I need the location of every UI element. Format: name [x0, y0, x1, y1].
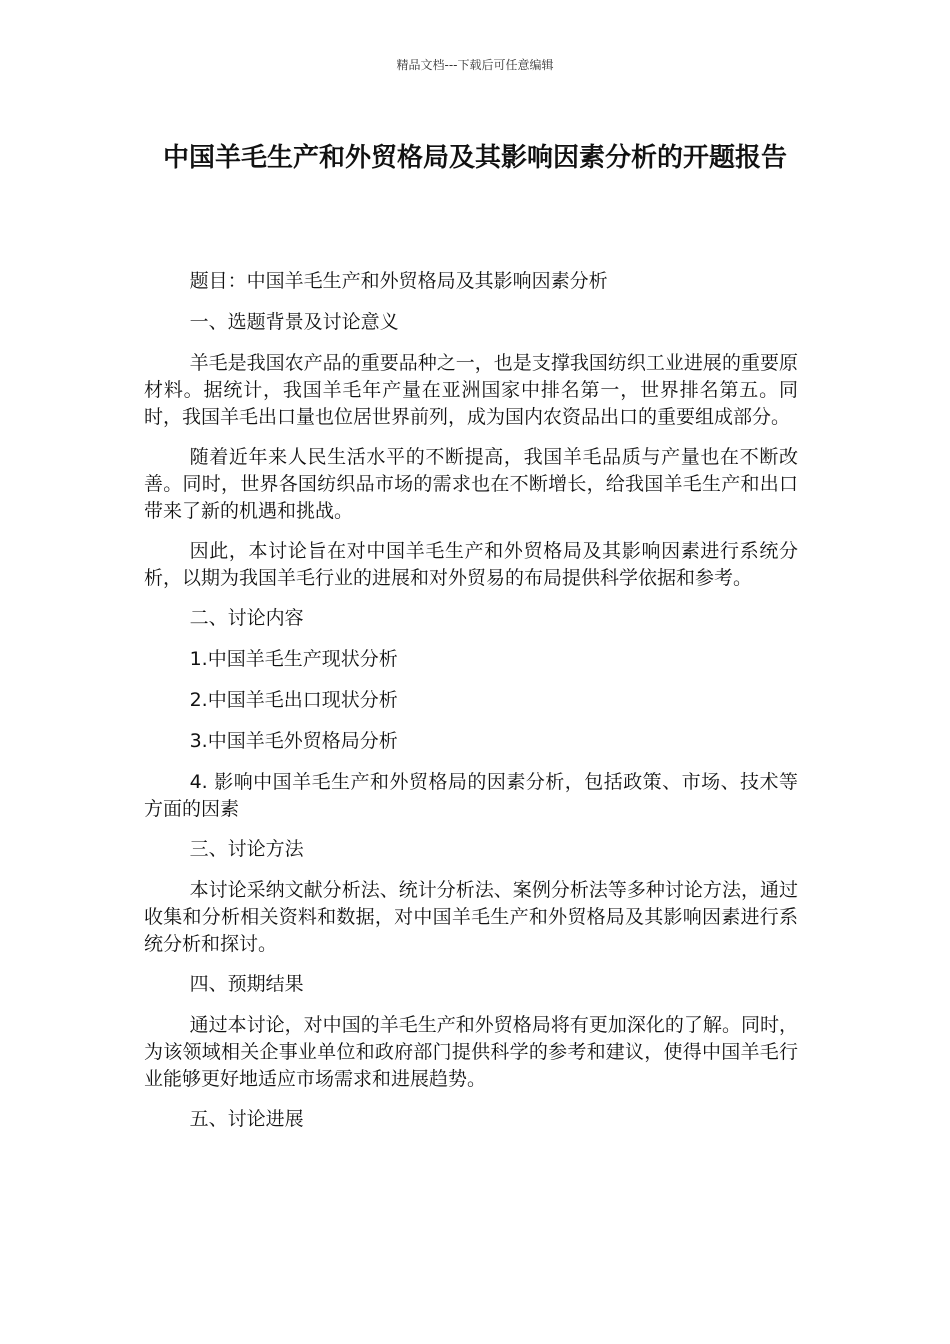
section-heading-method: 三、讨论方法 [189, 838, 304, 860]
content-item-4: 4. 影响中国羊毛生产和外贸格局的因素分析，包括政策、市场、技术等方面的因素 [144, 771, 798, 820]
document-body [144, 268, 798, 1147]
content-item-1: 1.中国羊毛生产现状分析 [189, 648, 398, 670]
content-item-3: 3.中国羊毛外贸格局分析 [189, 730, 398, 752]
paragraph-background-1: 羊毛是我国农产品的重要品种之一，也是支撑我国纺织工业进展的重要原材料。据统计，我国羊毛年产量在亚洲国家中排名第一，世界排名第五。同时，我国羊毛出口量也位居世界前列，成为国内农资品出口的重要组成部分。 [144, 352, 798, 428]
section-heading-results: 四、预期结果 [189, 973, 304, 995]
content-item-2: 2.中国羊毛出口现状分析 [189, 689, 398, 711]
paragraph-results: 通过本讨论，对中国的羊毛生产和外贸格局将有更加深化的了解。同时，为该领域相关企事业单位和政府部门提供科学的参考和建议，使得中国羊毛行业能够更好地适应市场需求和进展趋势。 [144, 1014, 798, 1090]
paragraph-method: 本讨论采纳文献分析法、统计分析法、案例分析法等多种讨论方法，通过收集和分析相关资料和数据，对中国羊毛生产和外贸格局及其影响因素进行系统分析和探讨。 [144, 879, 798, 955]
section-heading-background: 一、选题背景及讨论意义 [189, 311, 399, 333]
topic-line: 题目：中国羊毛生产和外贸格局及其影响因素分析 [189, 270, 608, 292]
paragraph-background-2: 随着近年来人民生活水平的不断提高，我国羊毛品质与产量也在不断改善。同时，世界各国纺织品市场的需求也在不断增长，给我国羊毛生产和出口带来了新的机遇和挑战。 [144, 446, 798, 522]
section-heading-progress: 五、讨论进展 [189, 1108, 304, 1130]
header-note: 精品文档---下载后可任意编辑 [396, 58, 554, 72]
paragraph-background-3: 因此，本讨论旨在对中国羊毛生产和外贸格局及其影响因素进行系统分析，以期为我国羊毛行业的进展和对外贸易的布局提供科学依据和参考。 [144, 540, 798, 589]
section-heading-content: 二、讨论内容 [189, 607, 304, 629]
document-title: 中国羊毛生产和外贸格局及其影响因素分析的开题报告 [162, 143, 787, 173]
